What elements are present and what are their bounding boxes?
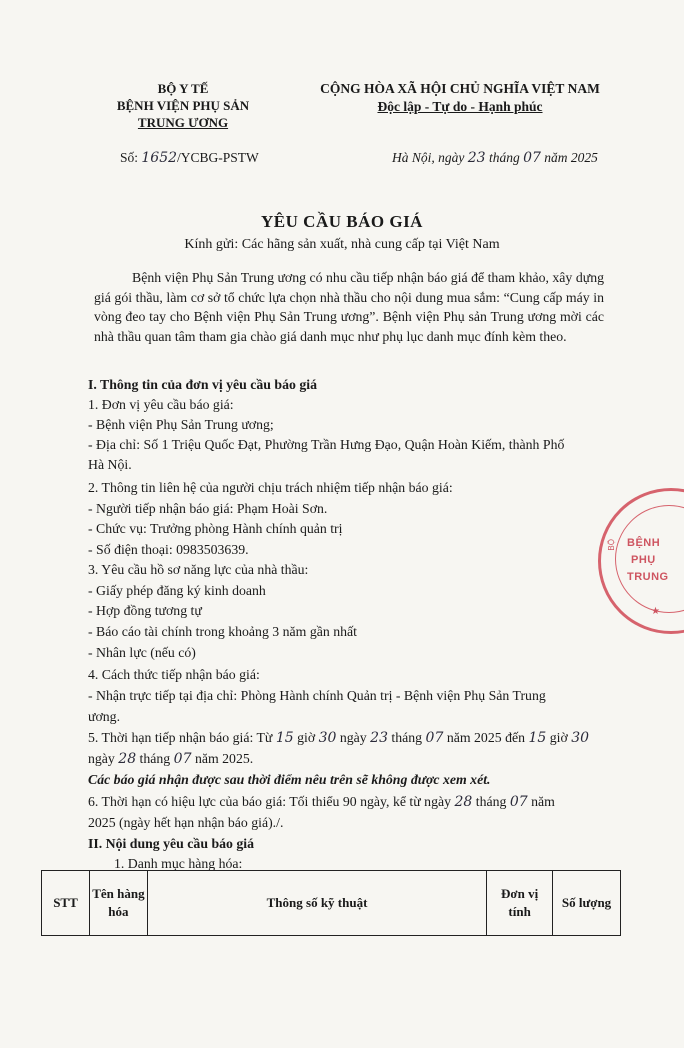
requirement-4: - Nhân lực (nếu có) bbox=[88, 645, 196, 660]
method-line1: - Nhận trực tiếp tại địa chỉ: Phòng Hành chính Quản trị - Bệnh viện Phụ Sản Trung bbox=[88, 688, 546, 703]
stamp-star-icon: ★ bbox=[651, 606, 660, 617]
document-number: Số: 1652/YCBG-PSTW bbox=[120, 150, 259, 166]
section1-item1: 1. Đơn vị yêu cầu báo giá: bbox=[88, 397, 234, 412]
requirement-2: - Hợp đồng tương tự bbox=[88, 603, 202, 618]
hospital-name-line1: BỆNH VIỆN PHỤ SẢN bbox=[116, 98, 250, 113]
requirement-3: - Báo cáo tài chính trong khoảng 3 năm gần nhất bbox=[88, 624, 357, 639]
requirement-1: - Giấy phép đăng ký kinh doanh bbox=[88, 583, 266, 598]
late-submission-warning: Các báo giá nhận được sau thời điểm nêu trên sẽ không được xem xét. bbox=[88, 772, 491, 787]
goods-table bbox=[41, 870, 621, 936]
column-header-name: Tên hàng hóa bbox=[89, 871, 147, 936]
address-line2: Hà Nội. bbox=[88, 457, 132, 472]
document-date: Hà Nội, ngày 23 tháng 07 năm 2025 bbox=[392, 150, 598, 166]
stamp-line3: TRUNG bbox=[627, 571, 669, 583]
column-header-stt: STT bbox=[42, 871, 90, 936]
hospital-name-line2: TRUNG ƯƠNG bbox=[137, 115, 229, 130]
deadline-line2: ngày 28 tháng 07 năm 2025. bbox=[88, 751, 254, 767]
receiver-name: - Người tiếp nhận báo giá: Phạm Hoài Sơn. bbox=[88, 501, 328, 516]
section1-heading: I. Thông tin của đơn vị yêu cầu báo giá bbox=[88, 377, 317, 392]
column-header-quantity: Số lượng bbox=[553, 871, 621, 936]
stamp-side-text: BỘ bbox=[607, 539, 616, 551]
organization-header bbox=[88, 80, 278, 131]
receiver-position: - Chức vụ: Trưởng phòng Hành chính quản trị bbox=[88, 521, 343, 536]
official-stamp bbox=[598, 488, 684, 634]
receiver-phone: - Số điện thoại: 0983503639. bbox=[88, 542, 249, 557]
section1-item3: 3. Yêu cầu hồ sơ năng lực của nhà thầu: bbox=[88, 562, 309, 577]
validity-line2: 2025 (ngày hết hạn nhận báo giá)./. bbox=[88, 815, 284, 830]
column-header-unit: Đơn vị tính bbox=[487, 871, 553, 936]
column-header-specs: Thông số kỹ thuật bbox=[147, 871, 486, 936]
deadline-line1: 5. Thời hạn tiếp nhận báo giá: Từ 15 giờ 30 ngày 23 tháng 07 năm 2025 đến 15 giờ 30 bbox=[88, 730, 590, 746]
validity-line1: 6. Thời hạn có hiệu lực của báo giá: Tối thiểu 90 ngày, kể từ ngày 28 tháng 07 năm bbox=[88, 794, 555, 810]
section2-item1: 1. Danh mục hàng hóa: bbox=[114, 856, 243, 871]
stamp-line2: PHỤ bbox=[631, 554, 656, 566]
national-header bbox=[290, 80, 630, 116]
section2-heading: II. Nội dung yêu cầu báo giá bbox=[88, 836, 254, 851]
nation-motto: Độc lập - Tự do - Hạnh phúc bbox=[377, 99, 543, 114]
table-header-row bbox=[42, 871, 621, 936]
document-title: YÊU CẦU BÁO GIÁ bbox=[261, 212, 423, 231]
ministry-name: BỘ Y TẾ bbox=[157, 81, 209, 96]
handwritten-number: 1652 bbox=[141, 150, 178, 166]
section1-item2: 2. Thông tin liên hệ của người chịu trách nhiệm tiếp nhận báo giá: bbox=[88, 480, 453, 495]
recipients-line: Kính gửi: Các hãng sản xuất, nhà cung cấp tại Việt Nam bbox=[184, 237, 500, 252]
address-line1: - Địa chỉ: Số 1 Triệu Quốc Đạt, Phường Trần Hưng Đạo, Quận Hoàn Kiếm, thành Phố bbox=[88, 437, 565, 452]
intro-paragraph: Bệnh viện Phụ Sản Trung ương có nhu cầu tiếp nhận báo giá để tham khảo, xây dựng giá gói thầu, làm cơ sở tổ chức lựa chọn nhà thầu cho nội dung mua sắm: “Cung cấp máy in vòng đeo tay cho Bệnh viện Phụ Sản Trung ương”. Bệnh viện Phụ sản Trung ương mời các nhà thầu quan tâm tham gia chào giá danh mục như phụ lục danh mục đính kèm theo. bbox=[94, 270, 604, 344]
method-line2: ương. bbox=[88, 709, 121, 724]
section1-item4: 4. Cách thức tiếp nhận báo giá: bbox=[88, 667, 260, 682]
nation-title: CỘNG HÒA XÃ HỘI CHỦ NGHĨA VIỆT NAM bbox=[320, 81, 600, 96]
unit-name: - Bệnh viện Phụ Sản Trung ương; bbox=[88, 417, 274, 432]
stamp-line1: BỆNH bbox=[627, 537, 661, 549]
